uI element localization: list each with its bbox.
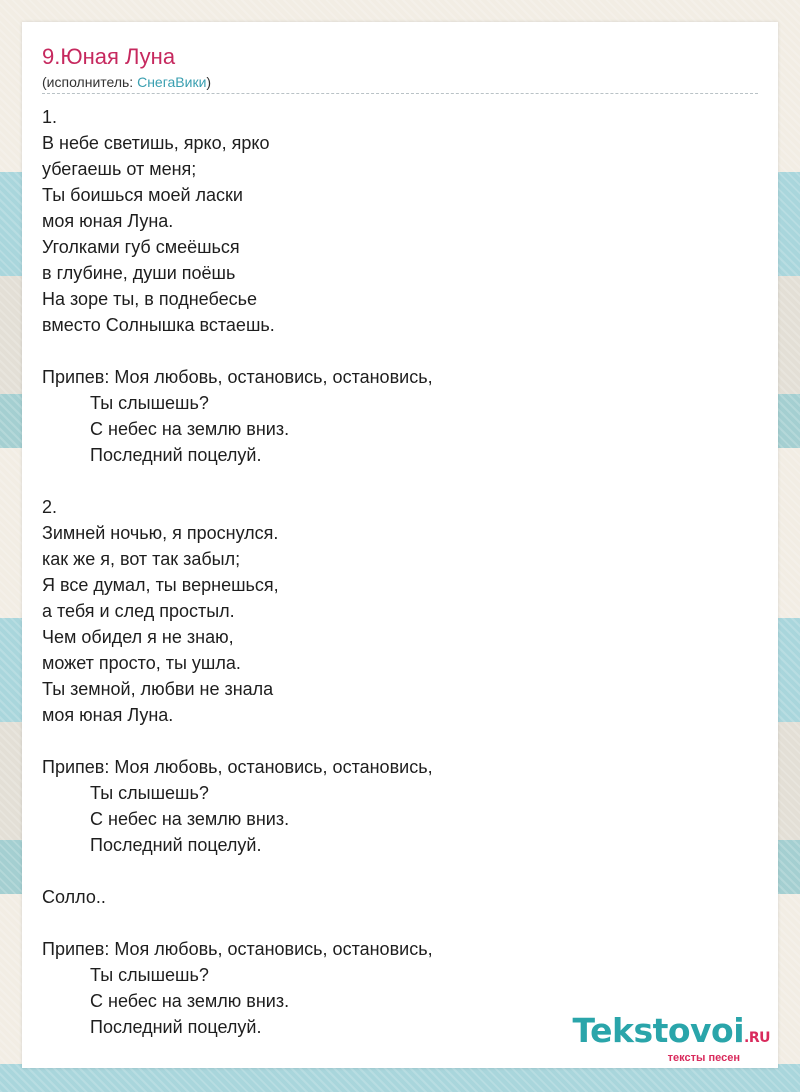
- lyric-line: Солло..: [42, 887, 106, 907]
- lyric-line: Ты земной, любви не знала: [42, 679, 274, 699]
- lyric-line: в глубине, души поёшь: [42, 263, 236, 283]
- lyric-line: как же я, вот так забыл;: [42, 549, 241, 569]
- lyric-line: 2.: [42, 497, 58, 517]
- lyric-line: На зоре ты, в поднебесье: [42, 289, 257, 309]
- performer-line: [42, 74, 211, 90]
- lyric-line: вместо Солнышка встаешь.: [42, 315, 275, 335]
- lyric-line: Ты боишься моей ласки: [42, 185, 243, 205]
- blank-line: [42, 468, 433, 494]
- lyric-line: убегаешь от меня;: [42, 159, 197, 179]
- lyric-line: С небес на землю вниз.: [90, 419, 290, 439]
- lyric-line: С небес на землю вниз.: [90, 991, 290, 1011]
- lyric-line: Ты слышешь?: [90, 783, 209, 803]
- logo-name: Tekstovoi: [572, 1011, 745, 1050]
- lyric-line: С небес на землю вниз.: [90, 809, 290, 829]
- lyric-line: Ты слышешь?: [90, 393, 209, 413]
- lyric-line: Последний поцелуй.: [90, 445, 262, 465]
- lyric-line: моя юная Луна.: [42, 705, 174, 725]
- performer-suffix: ): [206, 74, 212, 90]
- logo-tld: .RU: [744, 1030, 770, 1046]
- blank-line: [42, 858, 433, 884]
- lyric-line: может просто, ты ушла.: [42, 653, 241, 673]
- performer-link[interactable]: СнегаВики: [137, 74, 207, 90]
- lyrics-card: [22, 22, 778, 1068]
- song-title: 9.Юная Луна: [42, 44, 176, 69]
- lyric-line: Чем обидел я не знаю,: [42, 627, 234, 647]
- lyric-line: Последний поцелуй.: [90, 1017, 262, 1037]
- logo-tagline: тексты песен: [667, 1052, 740, 1064]
- lyric-line: 1.: [42, 107, 58, 127]
- lyric-line: Уголками губ смеёшься: [42, 237, 240, 257]
- blank-line: [42, 910, 433, 936]
- lyric-line: Я все думал, ты вернешься,: [42, 575, 279, 595]
- site-logo[interactable]: [572, 1013, 770, 1064]
- lyric-line: В небе светишь, ярко, ярко: [42, 133, 270, 153]
- lyric-line: Припев: Моя любовь, остановись, остановись,: [42, 939, 433, 959]
- lyric-line: а тебя и след простыл.: [42, 601, 235, 621]
- blank-line: [42, 728, 433, 754]
- performer-prefix: (исполнитель:: [42, 74, 138, 90]
- lyrics-text: [42, 104, 433, 1040]
- lyric-line: Последний поцелуй.: [90, 835, 262, 855]
- blank-line: [42, 338, 433, 364]
- lyric-line: Ты слышешь?: [90, 965, 209, 985]
- lyric-line: Зимней ночью, я проснулся.: [42, 523, 279, 543]
- lyric-line: Припев: Моя любовь, остановись, остановись,: [42, 757, 433, 777]
- lyric-line: моя юная Луна.: [42, 211, 174, 231]
- lyric-line: Припев: Моя любовь, остановись, остановись,: [42, 367, 433, 387]
- divider: [42, 93, 758, 94]
